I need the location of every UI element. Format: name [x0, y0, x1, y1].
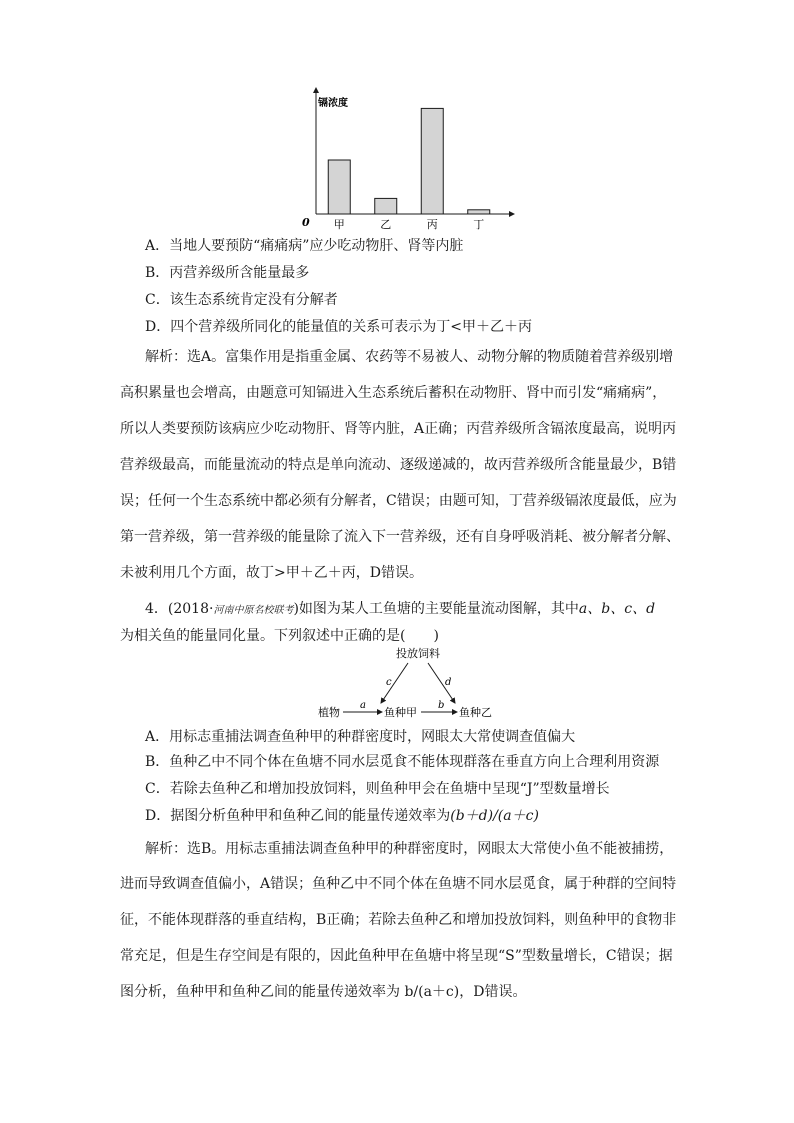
flow-feed-label: 投放饲料: [396, 647, 440, 660]
q3-option-c: C．该生态系统肯定没有分解者: [145, 292, 338, 308]
chart-y-label: 镉浓度: [318, 98, 348, 109]
q4-option-d: [145, 806, 539, 826]
flow-c-label: c: [386, 677, 392, 688]
flow-d-label: d: [445, 677, 452, 688]
flow-a-label: a: [360, 700, 366, 711]
q3-option-b: B．丙营养级所含能量最多: [145, 265, 310, 281]
ans3-line-2: 高积累量也会增高，由题意可知镉进入生态系统后蓄积在动物肝、肾中而引发“痛痛病”，: [120, 385, 667, 401]
q4-stem-line-1: [145, 599, 655, 621]
ans3-line-3: 所以人类要预防该病应少吃动物肝、肾等内脏，A正确；丙营养级所含镉浓度最高，说明丙: [120, 421, 677, 437]
flow-fish-a-label: 鱼种甲: [384, 706, 417, 719]
flow-b-label: b: [438, 700, 445, 711]
chart-tick-label-2: 乙: [380, 218, 392, 231]
ans3-line-6: 第一营养级，第一营养级的能量除了流入下一营养级，还有自身呼吸消耗、被分解者分解、: [120, 529, 680, 545]
flow-canvas: [318, 645, 518, 725]
cadmium-bar-chart: [302, 86, 522, 231]
chart-tick-label-1: 甲: [333, 218, 345, 231]
chart-bar-3: [421, 108, 443, 214]
chart-origin-label: 0: [302, 216, 310, 229]
chart-bar-1: [328, 160, 350, 214]
q4-option-c: C．若除去鱼种乙和增加投放饲料，则鱼种甲会在鱼塘中呈现“J”型数量增长: [145, 781, 610, 797]
flow-plant-label: 植物: [318, 706, 340, 719]
q4-option-b: B．鱼种乙中不同个体在鱼塘不同水层觅食不能体现群落在垂直方向上合理利用资源: [145, 754, 660, 770]
ans3-line-4: 营养级最高，而能量流动的特点是单向流动、逐级递减的，故丙营养级所含能量最少，B错: [120, 457, 677, 473]
flow-fish-b-label: 鱼种乙: [459, 706, 492, 719]
chart-tick-label-3: 丙: [426, 218, 438, 231]
q3-option-d: D．四个营养级所同化的能量值的关系可表示为丁<甲＋乙＋丙: [145, 319, 532, 335]
ans3-line-7: 未被利用几个方面，故丁>甲＋乙＋丙，D错误。: [120, 565, 423, 581]
ans3-line-5: 误；任何一个生态系统中都必须有分解者，C错误；由题可知，丁营养级镉浓度最低，应为: [120, 493, 677, 509]
ans4-line-5: 图分析，鱼种甲和鱼种乙间的能量传递效率为 b/(a＋c)，D错误。: [120, 984, 527, 1000]
q3-option-a: A．当地人要预防“痛痛病”应少吃动物肝、肾等内脏: [145, 238, 464, 254]
q4-option-d-text: D．据图分析鱼种甲和鱼种乙间的能量传递效率为: [145, 808, 451, 824]
q4-source: 河南中原名校联考: [213, 605, 294, 616]
ans4-line-1: 解析：选B。用标志重捕法调查鱼种甲的种群密度时，网眼太大常使小鱼不能被捕捞，: [145, 841, 674, 857]
ans4-line-2: 进而导致调查值偏小，A错误；鱼种乙中不同个体在鱼塘不同水层觅食，属于种群的空间特: [120, 876, 677, 892]
energy-flow-diagram: [318, 645, 518, 725]
q4-option-d-formula: (b＋d)/(a＋c): [450, 808, 539, 824]
q4-option-a: A．用标志重捕法调查鱼种甲的种群密度时，网眼太大常使调查值偏大: [145, 729, 576, 745]
chart-tick-label-4: 丁: [473, 218, 485, 231]
ans3-line-1: 解析：选A。富集作用是指重金属、农药等不易被人、动物分解的物质随着营养级别增: [145, 349, 674, 365]
q4-stem-text: )如图为某人工鱼塘的主要能量流动图解，其中: [293, 601, 579, 617]
chart-bar-4: [468, 210, 490, 214]
q4-number: 4．(2018·: [145, 601, 214, 617]
q4-vars: a、b、c、d: [578, 601, 656, 617]
chart-bar-2: [375, 198, 397, 214]
chart-canvas: [302, 86, 522, 231]
q4-stem-line-2: 为相关鱼的能量同化量。下列叙述中正确的是( ): [120, 628, 439, 644]
ans4-line-4: 常充足，但是生存空间是有限的，因此鱼种甲在鱼塘中将呈现“S”型数量增长，C错误；据: [120, 948, 673, 964]
ans4-line-3: 征，不能体现群落的垂直结构，B正确；若除去鱼种乙和增加投放饲料，则鱼种甲的食物非: [120, 912, 677, 928]
